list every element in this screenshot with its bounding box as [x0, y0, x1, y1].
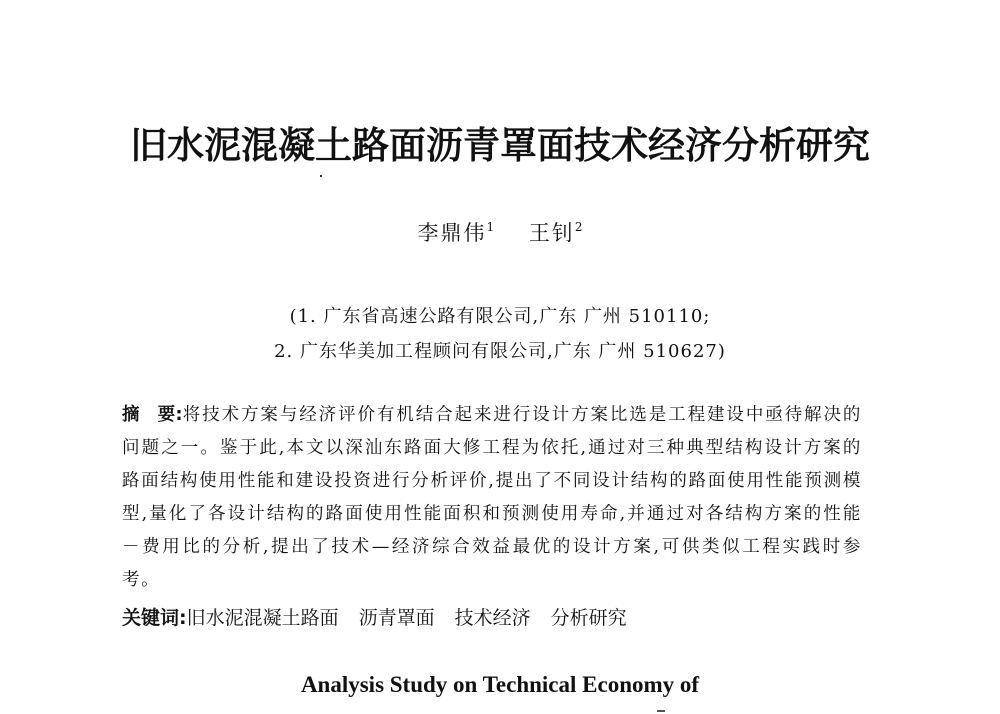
keyword: 沥青罩面 — [358, 607, 435, 629]
author-affil-mark: 2 — [574, 220, 583, 234]
author-1 — [418, 213, 495, 247]
author-name: 李鼎伟 — [417, 221, 487, 245]
author-name: 王钊 — [528, 221, 575, 245]
keywords-label: 关键词: — [122, 607, 187, 629]
paper-title: 旧水泥混凝土路面沥青罩面技术经济分析研究 — [130, 124, 870, 167]
scan-speck — [657, 710, 665, 712]
keyword: 技术经济 — [454, 607, 531, 629]
abstract-text: 将技术方案与经济评价有机结合起来进行设计方案比选是工程建设中亟待解决的问题之一。鉴于此,本文以深汕东路面大修工程为依托,通过对三种典型结构设计方案的路面结构使用性能和建设投资进行分析评价,提出了不同设计结构的路面使用性能预测模型,量化了各设计结构的路面使用性能面积和预测使用寿命,并通过对各结构方案的性能－费用比的分析,提出了技术—经济综合效益最优的设计方案,可供类似工程实践时参考。 — [122, 405, 863, 590]
keyword: 旧水泥混凝土路面 — [186, 607, 339, 629]
author-2 — [529, 213, 583, 247]
author-line — [0, 213, 1000, 247]
english-title: Analysis Study on Technical Economy of — [300, 672, 700, 697]
abstract — [122, 399, 862, 597]
author-affil-mark: 1 — [486, 220, 495, 234]
keyword: 分析研究 — [550, 607, 627, 629]
keywords — [122, 603, 627, 633]
scan-speck — [320, 175, 322, 177]
affiliation-2: 2. 广东华美加工程顾问有限公司,广东 广州 510627) — [274, 341, 726, 362]
abstract-label: 摘 要: — [122, 405, 183, 425]
affiliation-1: (1. 广东省高速公路有限公司,广东 广州 510110; — [289, 306, 711, 327]
